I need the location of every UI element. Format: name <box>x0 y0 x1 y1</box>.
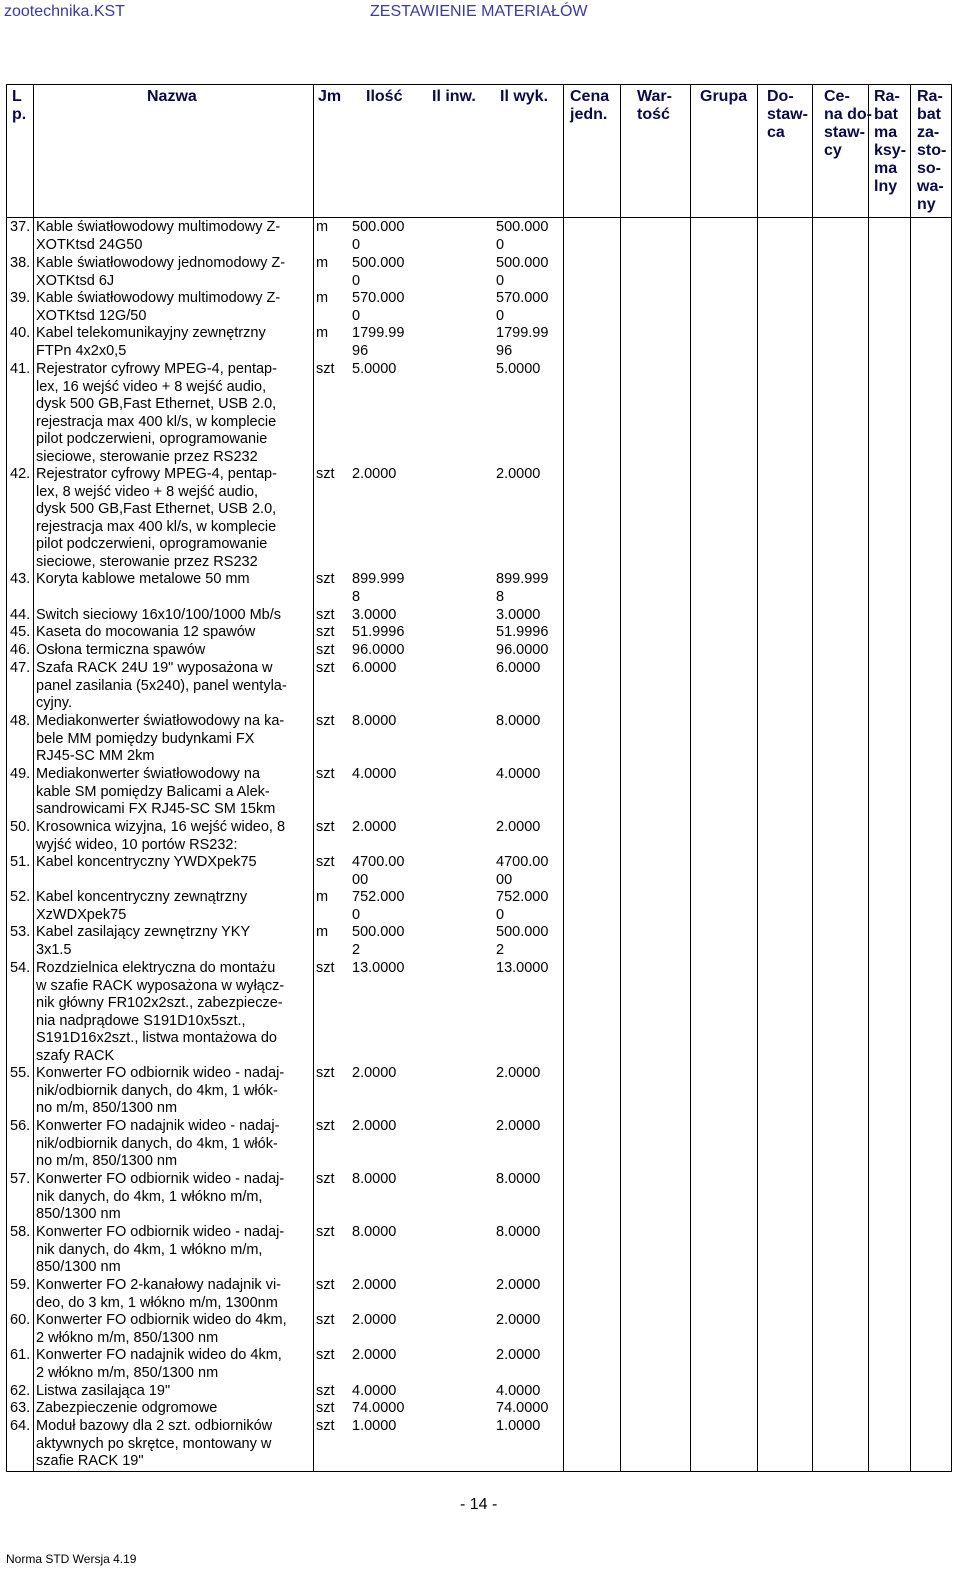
item-name: Rejestrator cyfrowy MPEG-4, pentap- lex, 16 wejść video + 8 wejść audio, dysk 500 GB,Fast Ethernet, USB 2.0, rejestracja max 400 kl/s, w komplecie pilot podczerwieni, oprogramowanie sieciowe, sterowanie przez RS232 <box>36 361 277 465</box>
row-number: 40. <box>10 325 31 341</box>
row-number: 43. <box>10 571 31 587</box>
row-number: 49. <box>10 766 31 782</box>
item-name: Kabel koncentryczny zewnątrzny XzWDXpek75 <box>36 889 248 923</box>
item-unit: szt <box>316 1312 335 1328</box>
item-unit: szt <box>316 713 335 729</box>
item-quantity: 500.000 0 <box>352 219 405 253</box>
item-quantity: 500.000 0 <box>352 255 405 289</box>
row-number: 38. <box>10 255 31 271</box>
item-quantity: 4.0000 <box>352 766 397 782</box>
item-executed-quantity: 4.0000 <box>496 766 541 782</box>
item-unit: szt <box>316 1065 335 1081</box>
item-unit: szt <box>316 607 335 623</box>
item-executed-quantity: 2.0000 <box>496 1065 541 1081</box>
column-divider <box>757 84 758 1471</box>
item-quantity: 2.0000 <box>352 819 397 835</box>
item-quantity: 74.0000 <box>352 1400 405 1416</box>
item-name: Konwerter FO odbiornik wideo - nadaj- nik/odbiornik danych, do 4km, 1 włók- no m/m, 850/1300 nm <box>36 1065 285 1117</box>
header-jm: Jm <box>318 88 342 105</box>
item-executed-quantity: 13.0000 <box>496 960 549 976</box>
row-number: 51. <box>10 854 31 870</box>
row-number: 57. <box>10 1171 31 1187</box>
item-name: Moduł bazowy dla 2 szt. odbiorników aktywnych po skrętce, montowany w szafie RACK 19" <box>36 1418 273 1470</box>
item-name: Zabezpieczenie odgromowe <box>36 1400 218 1416</box>
item-name: Kabel telekomunikayjny zewnętrzny FTPn 4x2x0,5 <box>36 325 266 359</box>
row-number: 60. <box>10 1312 31 1328</box>
item-executed-quantity: 2.0000 <box>496 819 541 835</box>
header-rabat-zastosowany: Ra- bat za- sto- so- wa- ny <box>917 88 947 213</box>
item-unit: szt <box>316 819 335 835</box>
item-unit: szt <box>316 960 335 976</box>
item-executed-quantity: 500.000 0 <box>496 255 549 289</box>
item-quantity: 13.0000 <box>352 960 405 976</box>
item-executed-quantity: 96.0000 <box>496 642 549 658</box>
item-quantity: 2.0000 <box>352 1277 397 1293</box>
item-name: Kable światłowodowy jednomodowy Z- XOTKtsd 6J <box>36 255 286 289</box>
row-number: 50. <box>10 819 31 835</box>
item-quantity: 500.000 2 <box>352 924 405 958</box>
item-name: Rejestrator cyfrowy MPEG-4, pentap- lex, 8 wejść video + 8 wejść audio, dysk 500 GB,Fast Ethernet, USB 2.0, rejestracja max 400 kl/s, w komplecie pilot podczerwieni, oprogramowanie sieciowe, sterowanie przez RS232 <box>36 466 277 570</box>
item-name: Mediakonwerter światłowodowy na kable SM pomiędzy Balicami a Alek- sandrowicami FX RJ45-SC SM 15km <box>36 766 276 818</box>
item-unit: szt <box>316 1118 335 1134</box>
item-executed-quantity: 752.000 0 <box>496 889 549 923</box>
item-quantity: 2.0000 <box>352 1118 397 1134</box>
item-unit: m <box>316 290 329 306</box>
row-number: 58. <box>10 1224 31 1240</box>
header-wartosc: War- tość <box>637 88 672 123</box>
item-name: Konwerter FO 2-kanałowy nadajnik vi- deo, do 3 km, 1 włókno m/m, 1300nm <box>36 1277 281 1311</box>
row-number: 52. <box>10 889 31 905</box>
row-number: 44. <box>10 607 31 623</box>
row-number: 56. <box>10 1118 31 1134</box>
column-divider <box>910 84 911 1471</box>
row-number: 61. <box>10 1347 31 1363</box>
item-quantity: 8.0000 <box>352 1224 397 1240</box>
item-unit: szt <box>316 1347 335 1363</box>
item-name: Kable światłowodowy multimodowy Z- XOTKtsd 24G50 <box>36 219 281 253</box>
item-unit: m <box>316 924 329 940</box>
item-executed-quantity: 3.0000 <box>496 607 541 623</box>
item-unit: szt <box>316 766 335 782</box>
item-executed-quantity: 500.000 0 <box>496 219 549 253</box>
row-number: 45. <box>10 624 31 640</box>
item-quantity: 4.0000 <box>352 1383 397 1399</box>
item-name: Krosownica wizyjna, 16 wejść wideo, 8 wyjść wideo, 10 portów RS232: <box>36 819 286 853</box>
item-name: Listwa zasilająca 19" <box>36 1383 171 1399</box>
item-executed-quantity: 2.0000 <box>496 1118 541 1134</box>
item-unit: szt <box>316 660 335 676</box>
column-divider <box>690 84 691 1471</box>
item-name: Koryta kablowe metalowe 50 mm <box>36 571 250 587</box>
item-unit: m <box>316 325 329 341</box>
item-executed-quantity: 2.0000 <box>496 1312 541 1328</box>
item-quantity: 2.0000 <box>352 466 397 482</box>
item-quantity: 3.0000 <box>352 607 397 623</box>
column-divider <box>33 84 34 1471</box>
item-quantity: 8.0000 <box>352 713 397 729</box>
item-unit: szt <box>316 1400 335 1416</box>
item-quantity: 752.000 0 <box>352 889 405 923</box>
item-quantity: 1799.99 96 <box>352 325 405 359</box>
item-name: Mediakonwerter światłowodowy na ka- bele MM pomiędzy budynkami FX RJ45-SC MM 2km <box>36 713 285 765</box>
item-executed-quantity: 8.0000 <box>496 1224 541 1240</box>
document-title: ZESTAWIENIE MATERIAŁÓW <box>370 3 588 20</box>
item-executed-quantity: 1.0000 <box>496 1418 541 1434</box>
item-executed-quantity: 74.0000 <box>496 1400 549 1416</box>
item-quantity: 570.000 0 <box>352 290 405 324</box>
item-unit: szt <box>316 854 335 870</box>
header-il-inw: Il inw. <box>432 88 476 105</box>
item-name: Switch sieciowy 16x10/100/1000 Mb/s <box>36 607 282 623</box>
item-name: Szafa RACK 24U 19" wyposażona w panel zasilania (5x240), panel wentyla- cyjny. <box>36 660 287 712</box>
item-executed-quantity: 4700.00 00 <box>496 854 549 888</box>
item-executed-quantity: 8.0000 <box>496 1171 541 1187</box>
item-executed-quantity: 2.0000 <box>496 1347 541 1363</box>
header-nazwa: Nazwa <box>147 88 197 105</box>
item-unit: szt <box>316 361 335 377</box>
item-unit: szt <box>316 642 335 658</box>
page-number: - 14 - <box>460 1496 498 1513</box>
item-executed-quantity: 5.0000 <box>496 361 541 377</box>
item-name: Konwerter FO nadajnik wideo do 4km, 2 włókno m/m, 850/1300 nm <box>36 1347 282 1381</box>
item-executed-quantity: 570.000 0 <box>496 290 549 324</box>
column-divider <box>868 84 869 1471</box>
item-name: Kable światłowodowy multimodowy Z- XOTKtsd 12G/50 <box>36 290 281 324</box>
row-number: 63. <box>10 1400 31 1416</box>
header-cena-dostawcy: Ce- na do- staw- cy <box>824 88 872 159</box>
item-unit: szt <box>316 1171 335 1187</box>
row-number: 64. <box>10 1418 31 1434</box>
header-il-wyk: Il wyk. <box>500 88 549 105</box>
item-name: Konwerter FO odbiornik wideo - nadaj- nik danych, do 4km, 1 włókno m/m, 850/1300 nm <box>36 1171 285 1223</box>
header-cena: Cena jedn. <box>570 88 610 123</box>
item-quantity: 4700.00 00 <box>352 854 405 888</box>
header-ilosc: Ilość <box>366 88 403 105</box>
item-name: Kabel zasilający zewnętrzny YKY 3x1.5 <box>36 924 251 958</box>
item-executed-quantity: 4.0000 <box>496 1383 541 1399</box>
item-quantity: 51.9996 <box>352 624 405 640</box>
version-label: Norma STD Wersja 4.19 <box>6 1552 137 1566</box>
item-name: Osłona termiczna spawów <box>36 642 206 658</box>
item-quantity: 6.0000 <box>352 660 397 676</box>
row-number: 59. <box>10 1277 31 1293</box>
row-number: 55. <box>10 1065 31 1081</box>
item-unit: szt <box>316 1418 335 1434</box>
item-executed-quantity: 899.999 8 <box>496 571 549 605</box>
header-separator <box>6 217 951 218</box>
item-name: Rozdzielnica elektryczna do montażu w szafie RACK wyposażona w wyłącz- nik główny FR102x2szt., zabezpiecze- nia nadprądowe S191D10x5szt., S191D16x2szt., listwa montażowa do szafy RACK <box>36 960 285 1064</box>
header-rabat-maksymalny: Ra- bat ma ksy- ma lny <box>874 88 907 195</box>
item-quantity: 2.0000 <box>352 1312 397 1328</box>
item-quantity: 1.0000 <box>352 1418 397 1434</box>
row-number: 42. <box>10 466 31 482</box>
row-number: 54. <box>10 960 31 976</box>
item-name: Kaseta do mocowania 12 spawów <box>36 624 256 640</box>
item-quantity: 5.0000 <box>352 361 397 377</box>
row-number: 46. <box>10 642 31 658</box>
item-quantity: 899.999 8 <box>352 571 405 605</box>
row-number: 39. <box>10 290 31 306</box>
item-name: Kabel koncentryczny YWDXpek75 <box>36 854 257 870</box>
row-number: 62. <box>10 1383 31 1399</box>
item-name: Konwerter FO nadajnik wideo - nadaj- nik/odbiornik danych, do 4km, 1 włók- no m/m, 850/1300 nm <box>36 1118 280 1170</box>
item-executed-quantity: 6.0000 <box>496 660 541 676</box>
column-divider <box>620 84 621 1471</box>
item-unit: szt <box>316 466 335 482</box>
item-name: Konwerter FO odbiornik wideo do 4km, 2 włókno m/m, 850/1300 nm <box>36 1312 287 1346</box>
item-unit: szt <box>316 624 335 640</box>
row-number: 37. <box>10 219 31 235</box>
row-number: 47. <box>10 660 31 676</box>
header-grupa: Grupa <box>700 88 748 105</box>
header-dostawca: Do- staw- ca <box>767 88 808 141</box>
item-unit: m <box>316 255 329 271</box>
column-divider <box>812 84 813 1471</box>
company-name: zootechnika.KST <box>4 3 125 20</box>
item-unit: szt <box>316 571 335 587</box>
item-executed-quantity: 2.0000 <box>496 466 541 482</box>
item-unit: m <box>316 889 329 905</box>
item-executed-quantity: 2.0000 <box>496 1277 541 1293</box>
item-quantity: 2.0000 <box>352 1347 397 1363</box>
item-unit: m <box>316 219 329 235</box>
item-unit: szt <box>316 1277 335 1293</box>
item-executed-quantity: 8.0000 <box>496 713 541 729</box>
item-name: Konwerter FO odbiornik wideo - nadaj- nik danych, do 4km, 1 włókno m/m, 850/1300 nm <box>36 1224 285 1276</box>
row-number: 41. <box>10 361 31 377</box>
item-unit: szt <box>316 1383 335 1399</box>
column-divider <box>563 84 564 1471</box>
item-executed-quantity: 51.9996 <box>496 624 549 640</box>
item-unit: szt <box>316 1224 335 1240</box>
row-number: 53. <box>10 924 31 940</box>
row-number: 48. <box>10 713 31 729</box>
item-quantity: 2.0000 <box>352 1065 397 1081</box>
item-executed-quantity: 1799.99 96 <box>496 325 549 359</box>
item-executed-quantity: 500.000 2 <box>496 924 549 958</box>
item-quantity: 96.0000 <box>352 642 405 658</box>
header-lp: L p. <box>12 88 27 123</box>
item-quantity: 8.0000 <box>352 1171 397 1187</box>
